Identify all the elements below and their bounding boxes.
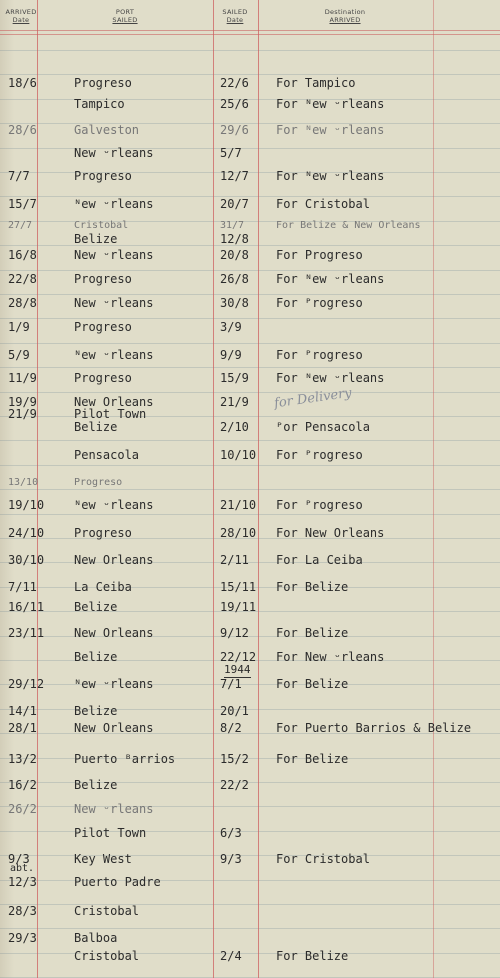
port-sailed: New Orleans — [74, 626, 154, 640]
port-sailed: Key West — [74, 852, 132, 866]
port-sailed: New ᵕrleans — [74, 248, 154, 262]
ruling-line — [0, 928, 500, 929]
sailed-date: 2/10 — [220, 420, 249, 434]
port-sailed: Progreso — [74, 320, 132, 334]
port-sailed: Pensacola — [74, 448, 140, 462]
sailed-date: 6/3 — [220, 826, 242, 840]
header-arrived-label: ARRIVED — [5, 8, 37, 16]
port-sailed: ᴺew ᵕrleans — [74, 677, 154, 691]
destination: For ᴺew ᵕrleans — [276, 371, 385, 385]
port-sailed: Progreso — [74, 169, 132, 183]
sailed-date: 25/6 — [220, 97, 249, 111]
abt-note: abt. — [10, 863, 35, 874]
ruling-line — [0, 392, 500, 393]
sailed-date: 12/7 — [220, 169, 249, 183]
ruling-line — [0, 74, 500, 75]
ruling-line — [0, 318, 500, 319]
arrived-date: 29/3 — [8, 931, 37, 945]
column-divider — [433, 0, 434, 978]
ruling-line — [0, 440, 500, 441]
arrived-date: 22/8 — [8, 272, 37, 286]
arrived-date: 19/10 — [8, 498, 45, 512]
sailed-date: 22/6 — [220, 76, 249, 90]
arrived-date: 1/9 — [8, 320, 30, 334]
sailed-date: 8/2 — [220, 721, 242, 735]
arrived-date: 21/9 — [8, 407, 37, 421]
header-port-sub: SAILED — [112, 16, 138, 24]
arrived-date: 14/1 — [8, 704, 37, 718]
destination: For New ᵕrleans — [276, 650, 385, 664]
sailed-date: 2/11 — [220, 553, 249, 567]
sailed-date: 20/8 — [220, 248, 249, 262]
header-port — [100, 8, 150, 24]
port-sailed: Belize — [74, 704, 118, 718]
sailed-date: 21/10 — [220, 498, 257, 512]
ruling-line — [0, 367, 500, 368]
ruling-line — [0, 343, 500, 344]
destination: For Belize — [276, 677, 349, 691]
sailed-date: 10/10 — [220, 448, 257, 462]
destination: For Progreso — [276, 248, 363, 262]
port-sailed: New Orleans — [74, 721, 154, 735]
sailed-date: 2/4 — [220, 949, 242, 963]
header-arrived — [4, 8, 38, 24]
destination: For Belize & New Orleans — [276, 220, 421, 231]
sailed-date: 15/9 — [220, 371, 249, 385]
port-sailed: Galveston — [74, 123, 140, 137]
port-sailed: Belize — [74, 778, 118, 792]
port-sailed: Tampico — [74, 97, 125, 111]
sailed-date: 15/11 — [220, 580, 257, 594]
header-rule-2 — [0, 34, 500, 35]
destination: For ᴾrogreso — [276, 296, 363, 310]
arrived-date: 18/6 — [8, 76, 37, 90]
sailed-date: 22/12 — [220, 650, 257, 664]
sailed-date: 30/8 — [220, 296, 249, 310]
header-sailed-label: SAILED — [222, 8, 248, 16]
sailed-date: 21/9 — [220, 395, 249, 409]
arrived-date: 30/10 — [8, 553, 45, 567]
arrived-date: 7/7 — [8, 169, 30, 183]
destination: For Belize — [276, 949, 349, 963]
port-sailed: Progreso — [74, 477, 123, 488]
destination: For New Orleans — [276, 526, 385, 540]
port-sailed: Pilot Town — [74, 826, 147, 840]
arrived-date: 16/8 — [8, 248, 37, 262]
arrived-date: 9/3 — [8, 852, 30, 866]
port-sailed: New ᵕrleans — [74, 146, 154, 160]
header-sailed-sub: Date — [226, 16, 244, 24]
header-rule — [0, 30, 500, 31]
port-sailed: ᴺew ᵕrleans — [74, 197, 154, 211]
arrived-date: 5/9 — [8, 348, 30, 362]
port-sailed: New Orleans — [74, 395, 154, 409]
arrived-date: 13/2 — [8, 752, 37, 766]
destination: For La Ceiba — [276, 553, 363, 567]
ruling-line — [0, 465, 500, 466]
destination: For ᴾrogreso — [276, 348, 363, 362]
port-sailed: New Orleans — [74, 553, 154, 567]
sailed-date: 20/7 — [220, 197, 249, 211]
ruling-line — [0, 50, 500, 51]
ruling-line — [0, 294, 500, 295]
column-divider — [258, 0, 259, 978]
destination: For ᴾrogreso — [276, 498, 363, 512]
arrived-date: 15/7 — [8, 197, 37, 211]
arrived-date: 28/3 — [8, 904, 37, 918]
sailed-date: 7/1 — [220, 677, 242, 691]
arrived-date: 29/12 — [8, 677, 45, 691]
header-destination-sub: ARRIVED — [329, 16, 361, 24]
port-sailed: New ᵕrleans — [74, 296, 154, 310]
sailed-date: 31/7 — [220, 220, 245, 231]
arrived-date: 26/2 — [8, 802, 37, 816]
arrived-date: 28/1 — [8, 721, 37, 735]
sailed-date: 29/6 — [220, 123, 249, 137]
port-sailed: Cristobal — [74, 904, 140, 918]
handwritten-note: for Delivery — [273, 385, 353, 412]
sailed-date: 9/9 — [220, 348, 242, 362]
destination: For Belize — [276, 580, 349, 594]
port-sailed: Belize — [74, 600, 118, 614]
port-sailed: Cristobal — [74, 220, 129, 231]
header-destination-label: Destination — [324, 8, 366, 16]
sailed-date: 15/2 — [220, 752, 249, 766]
sailed-date: 19/11 — [220, 600, 257, 614]
arrived-date: 7/11 — [8, 580, 37, 594]
header-sailed — [218, 8, 252, 24]
destination: For Cristobal — [276, 852, 370, 866]
port-sailed: Belize — [74, 650, 118, 664]
sailed-date: 20/1 — [220, 704, 249, 718]
header-port-label: PORT — [115, 8, 135, 16]
port-sailed: Belize — [74, 420, 118, 434]
destination: For Belize — [276, 626, 349, 640]
port-sailed: Belize — [74, 232, 118, 246]
sailed-date: 5/7 — [220, 146, 242, 160]
sailed-date: 9/12 — [220, 626, 249, 640]
arrived-date: 12/3 — [8, 875, 37, 889]
arrived-date: 16/11 — [8, 600, 45, 614]
destination: For Tampico — [276, 76, 356, 90]
arrived-date: 23/11 — [8, 626, 45, 640]
arrived-date: 13/10 — [8, 477, 39, 488]
arrived-date: 11/9 — [8, 371, 37, 385]
ruling-line — [0, 514, 500, 515]
port-sailed: Progreso — [74, 272, 132, 286]
arrived-date: 16/2 — [8, 778, 37, 792]
port-sailed: Puerto ᴮarrios — [74, 752, 176, 766]
year-note: 1944 — [224, 663, 251, 676]
destination: For Cristobal — [276, 197, 370, 211]
sailed-date: 12/8 — [220, 232, 249, 246]
port-sailed: Progreso — [74, 76, 132, 90]
port-sailed: Cristobal — [74, 949, 140, 963]
port-sailed: Pilot Town — [74, 407, 147, 421]
destination: ᴾor Pensacola — [276, 420, 370, 434]
sailed-date: 3/9 — [220, 320, 242, 334]
arrived-date: 28/6 — [8, 123, 37, 137]
port-sailed: La Ceiba — [74, 580, 132, 594]
port-sailed: ᴺew ᵕrleans — [74, 348, 154, 362]
destination: For ᴺew ᵕrleans — [276, 97, 385, 111]
sailed-date: 22/2 — [220, 778, 249, 792]
destination: For ᴺew ᵕrleans — [276, 123, 385, 137]
destination: For ᴾrogreso — [276, 448, 363, 462]
sailed-date: 28/10 — [220, 526, 257, 540]
column-divider — [213, 0, 214, 978]
destination: For ᴺew ᵕrleans — [276, 169, 385, 183]
arrived-date: 24/10 — [8, 526, 45, 540]
sailed-date: 9/3 — [220, 852, 242, 866]
port-sailed: Balboa — [74, 931, 118, 945]
arrived-date: 19/9 — [8, 395, 37, 409]
header-arrived-sub: Date — [12, 16, 30, 24]
destination: For Belize — [276, 752, 349, 766]
port-sailed: Progreso — [74, 526, 132, 540]
arrived-date: 27/7 — [8, 220, 33, 231]
ruling-line — [0, 270, 500, 271]
port-sailed: Progreso — [74, 371, 132, 385]
port-sailed: ᴺew ᵕrleans — [74, 498, 154, 512]
sailed-date: 26/8 — [220, 272, 249, 286]
destination: For Puerto Barrios & Belize — [276, 721, 472, 735]
header-destination — [312, 8, 378, 24]
port-sailed: Puerto Padre — [74, 875, 161, 889]
arrived-date: 28/8 — [8, 296, 37, 310]
destination: For ᴺew ᵕrleans — [276, 272, 385, 286]
port-sailed: New ᵕrleans — [74, 802, 154, 816]
